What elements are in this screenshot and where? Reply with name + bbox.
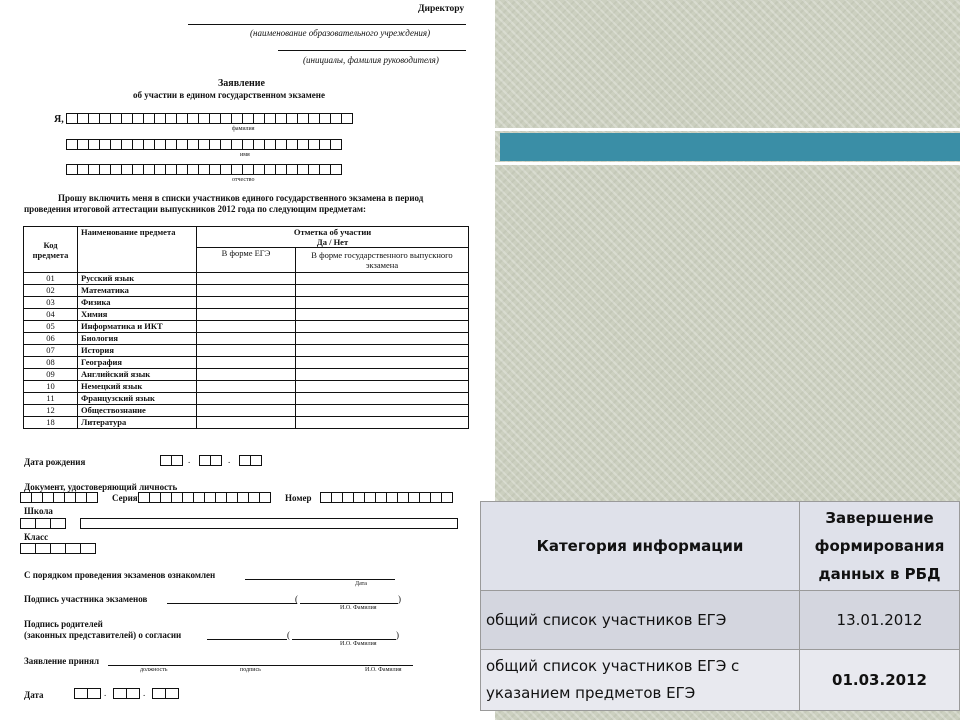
subject-name: Английский язык	[78, 369, 197, 381]
ege-mark-cell[interactable]	[197, 405, 296, 417]
table-row	[481, 591, 960, 650]
subject-code: 01	[24, 273, 78, 285]
table-row	[24, 417, 469, 429]
series-label: Серия	[112, 493, 138, 503]
birth-date-label: Дата рождения	[24, 457, 86, 467]
gve-mark-cell[interactable]	[296, 381, 469, 393]
table-row	[24, 333, 469, 345]
date-label: Дата	[24, 690, 44, 700]
school-code-cells[interactable]	[20, 518, 65, 529]
head-caption: (инициалы, фамилия руководителя)	[303, 55, 439, 65]
open-paren: (	[287, 630, 290, 640]
request-text-line2: проведения итоговой аттестации выпускников 2012 года по следующим предметам:	[24, 204, 366, 214]
header-code: Код предмета	[24, 227, 78, 273]
accepted-fio-caption: И.О. Фамилия	[365, 667, 402, 673]
panel-divider-top	[495, 128, 960, 131]
subject-code: 12	[24, 405, 78, 417]
table-row	[24, 321, 469, 333]
subject-name: Французский язык	[78, 393, 197, 405]
parents-fio-caption: И.О. Фамилия	[340, 641, 377, 647]
gve-mark-cell[interactable]	[296, 273, 469, 285]
gve-mark-cell[interactable]	[296, 369, 469, 381]
subject-code: 10	[24, 381, 78, 393]
ege-mark-cell[interactable]	[197, 321, 296, 333]
patronymic-cells[interactable]	[66, 164, 341, 175]
date-cell: 13.01.2012	[800, 591, 960, 650]
ege-mark-cell[interactable]	[197, 285, 296, 297]
table-row	[24, 357, 469, 369]
subject-code: 04	[24, 309, 78, 321]
series-cells[interactable]	[138, 492, 270, 503]
dot-separator: .	[228, 455, 231, 465]
name-prefix: Я,	[54, 114, 64, 125]
header-subject-name: Наименование предмета	[78, 227, 197, 273]
category-header: Категория информации	[481, 502, 800, 591]
accepted-line[interactable]	[108, 665, 413, 666]
deadline-header: Завершение формирования данных в РБД	[800, 502, 960, 591]
category-cell: общий список участников ЕГЭ с указанием предметов ЕГЭ	[481, 650, 800, 711]
order-ack-label: С порядком проведения экзаменов ознакомлен	[24, 570, 216, 580]
ege-mark-cell[interactable]	[197, 369, 296, 381]
subject-name: Математика	[78, 285, 197, 297]
class-label: Класс	[24, 532, 49, 542]
dot-separator: .	[104, 688, 107, 698]
subject-name: Немецкий язык	[78, 381, 197, 393]
header-participation-label: Отметка об участии	[293, 227, 372, 237]
ege-mark-cell[interactable]	[197, 393, 296, 405]
form-title: Заявление	[218, 78, 265, 89]
parents-fio-line[interactable]	[292, 639, 396, 640]
subject-code: 11	[24, 393, 78, 405]
head-line	[278, 50, 466, 51]
subject-code: 05	[24, 321, 78, 333]
request-text-line1: Прошу включить меня в списки участников единого государственного экзамена в период	[58, 193, 424, 203]
header-participation	[197, 227, 469, 248]
patronymic-caption: отчество	[232, 177, 255, 183]
org-line	[188, 24, 466, 25]
participant-sign-label: Подпись участника экзаменов	[24, 594, 148, 604]
table-row	[24, 345, 469, 357]
gve-mark-cell[interactable]	[296, 321, 469, 333]
accent-bar	[500, 133, 960, 161]
subject-code: 03	[24, 297, 78, 309]
table-row	[24, 309, 469, 321]
subject-name: География	[78, 357, 197, 369]
number-label: Номер	[285, 493, 312, 503]
parents-sign-label-1: Подпись родителей	[24, 619, 103, 629]
table-row	[481, 650, 960, 711]
document-label: Документ, удостоверяющий личность	[24, 482, 178, 492]
gve-mark-cell[interactable]	[296, 393, 469, 405]
number-cells[interactable]	[320, 492, 452, 503]
parents-sign-line[interactable]	[207, 639, 287, 640]
gve-mark-cell[interactable]	[296, 297, 469, 309]
subject-name: Биология	[78, 333, 197, 345]
name-cells[interactable]	[66, 139, 341, 150]
date-cell: 01.03.2012	[800, 650, 960, 711]
birth-month-cells[interactable]	[199, 455, 221, 466]
org-caption: (наименование образовательного учреждения)	[250, 28, 431, 38]
subject-name: Литература	[78, 417, 197, 429]
dot-separator: .	[143, 688, 146, 698]
dot-separator: .	[188, 455, 191, 465]
gve-mark-cell[interactable]	[296, 309, 469, 321]
category-cell: общий список участников ЕГЭ	[481, 591, 800, 650]
gve-mark-cell[interactable]	[296, 417, 469, 429]
close-paren: )	[398, 594, 401, 604]
subject-name: Физика	[78, 297, 197, 309]
subject-name: История	[78, 345, 197, 357]
info-table-header	[481, 502, 960, 591]
signature-caption: подпись	[240, 667, 261, 673]
ege-mark-cell[interactable]	[197, 273, 296, 285]
order-date-caption: Дата	[355, 581, 367, 587]
date-day-cells[interactable]	[74, 688, 100, 699]
ege-mark-cell[interactable]	[197, 297, 296, 309]
gve-mark-cell[interactable]	[296, 333, 469, 345]
subject-code: 18	[24, 417, 78, 429]
table-row	[24, 273, 469, 285]
participant-fio-line[interactable]	[300, 603, 398, 604]
surname-caption: фамилия	[232, 126, 255, 132]
subject-code: 02	[24, 285, 78, 297]
header-ege: В форме ЕГЭ	[197, 248, 296, 273]
school-name-field[interactable]	[80, 518, 458, 529]
open-paren: (	[295, 594, 298, 604]
subject-name: Обществознание	[78, 405, 197, 417]
gve-mark-cell[interactable]	[296, 285, 469, 297]
gve-mark-cell[interactable]	[296, 345, 469, 357]
subject-code: 08	[24, 357, 78, 369]
subject-code: 06	[24, 333, 78, 345]
ege-mark-cell[interactable]	[197, 309, 296, 321]
table-row	[24, 369, 469, 381]
order-ack-line[interactable]	[245, 579, 395, 580]
close-paren: )	[396, 630, 399, 640]
parents-sign-label-2: (законных представителей) о согласии	[24, 630, 182, 640]
subject-code: 09	[24, 369, 78, 381]
gve-mark-cell[interactable]	[296, 357, 469, 369]
participant-fio-caption: И.О. Фамилия	[340, 605, 377, 611]
header-participation-sub: Да / Нет	[316, 237, 349, 247]
birth-year-cells[interactable]	[239, 455, 261, 466]
participant-sign-line[interactable]	[167, 603, 297, 604]
table-row	[24, 297, 469, 309]
position-caption: должность	[140, 667, 168, 673]
birth-day-cells[interactable]	[160, 455, 182, 466]
surname-cells[interactable]	[66, 113, 352, 124]
date-year-cells[interactable]	[152, 688, 178, 699]
table-row	[24, 405, 469, 417]
subject-name: Русский язык	[78, 273, 197, 285]
ege-mark-cell[interactable]	[197, 333, 296, 345]
date-month-cells[interactable]	[113, 688, 139, 699]
subjects-table	[23, 226, 469, 429]
ege-mark-cell[interactable]	[197, 381, 296, 393]
subject-name: Химия	[78, 309, 197, 321]
class-cells[interactable]	[20, 543, 95, 554]
document-type-cells[interactable]	[20, 492, 97, 503]
subject-name: Информатика и ИКТ	[78, 321, 197, 333]
header-to: Директору	[418, 4, 465, 14]
table-row	[24, 381, 469, 393]
accepted-label: Заявление принял	[24, 656, 100, 666]
info-table	[480, 501, 960, 711]
subject-code: 07	[24, 345, 78, 357]
school-label: Школа	[24, 506, 53, 516]
table-row	[24, 285, 469, 297]
ege-mark-cell[interactable]	[197, 417, 296, 429]
panel-divider-bottom	[495, 162, 960, 165]
ege-mark-cell[interactable]	[197, 345, 296, 357]
header-gve: В форме государственного выпускного экзамена	[296, 248, 469, 273]
gve-mark-cell[interactable]	[296, 405, 469, 417]
form-subtitle: об участии в едином государственном экзамене	[133, 90, 325, 100]
name-caption: имя	[240, 152, 250, 158]
ege-mark-cell[interactable]	[197, 357, 296, 369]
table-row	[24, 393, 469, 405]
